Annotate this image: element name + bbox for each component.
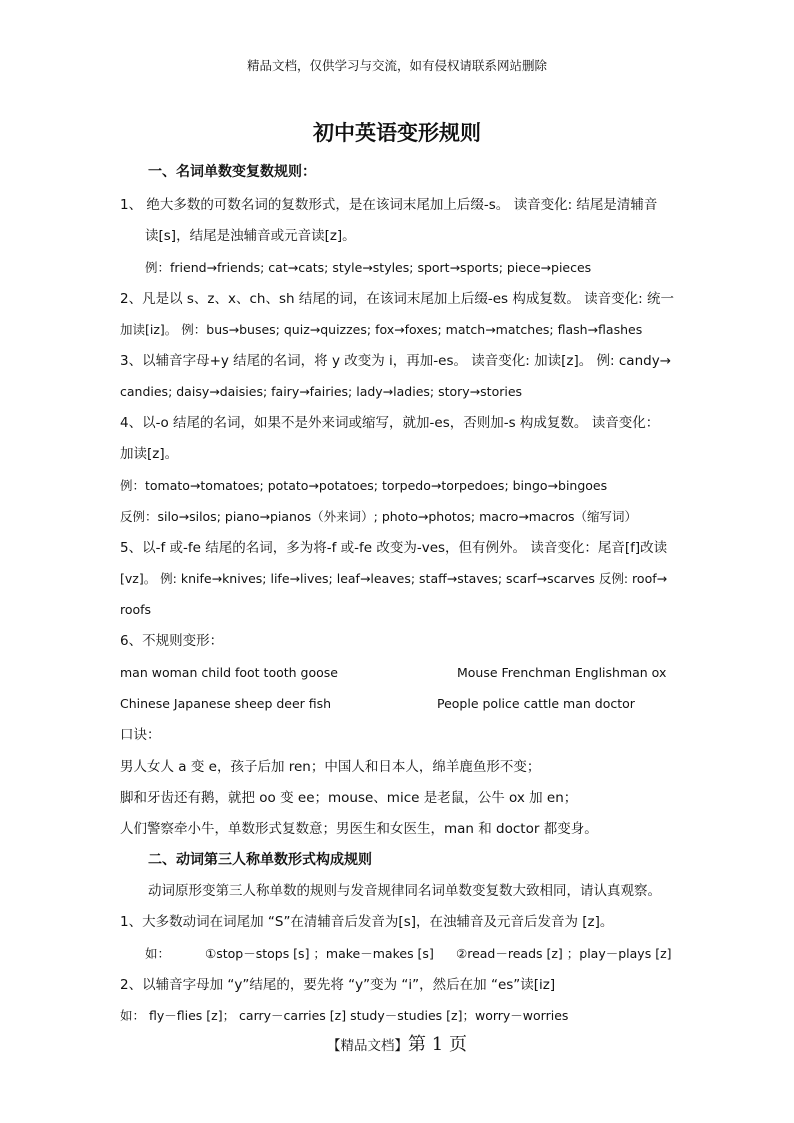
rule1-line1: 1、 绝大多数的可数名词的复数形式，是在该词末尾加上后缀-s。 读音变化: 结尾是清辅音 [120, 197, 658, 213]
mnemonic-line1: 男人女人 a 变 e，孩子后加 ren；中国人和日本人，绵羊鹿鱼形不变； [120, 759, 541, 775]
page-footer [0, 1034, 794, 1056]
mnemonic-line3: 人们警察牵小牛，单数形式复数意；男医生和女医生，man 和 doctor 都变身。 [120, 821, 598, 837]
section2-intro: 动词原形变第三人称单数的规则与发音规律同名词单数变复数大致相同，请认真观察。 [148, 883, 661, 899]
document-title: 初中英语变形规则 [313, 120, 481, 145]
rule6-heading: 6、不规则变形： [120, 633, 224, 649]
rule4-example: 例：tomato→tomatoes; potato→potatoes; torpedo→torpedoes; bingo→bingoes [120, 478, 608, 493]
section1-heading: 一、名词单数变复数规则： [148, 164, 316, 180]
rule3-line1: 3、以辅音字母+y 结尾的名词，将 y 改变为 i，再加-es。 读音变化: 加读[z]。 例: candy→ [120, 353, 672, 369]
mnemonic-label: 口诀： [120, 727, 161, 743]
rule4-line2: 加读[z]。 [120, 446, 179, 462]
irregular-row2-left: Chinese Japanese sheep deer fish [120, 696, 332, 711]
page-header: 精品文档，仅供学习与交流，如有侵权请联系网站删除 [246, 58, 547, 73]
rule5-line2: [vz]。 例: knife→knives; life→lives; leaf→leaves; staff→staves; scarf→scarves 反例: roof→ [120, 571, 668, 586]
verb-rule2: 2、以辅音字母加 “y”结尾的，要先将 “y”变为 “i”，然后在加 “es”读[iz] [120, 977, 556, 993]
rule5-line3: roofs [120, 602, 152, 617]
rule4-line1: 4、以-o 结尾的名词，如果不是外来词或缩写，就加-es，否则加-s 构成复数。 读音变化： [120, 415, 660, 431]
irregular-row1-left: man woman child foot tooth goose [120, 665, 338, 680]
verb-rule1-example-label: 如： [145, 946, 171, 961]
rule1-line2: 读[s]，结尾是浊辅音或元音读[z]。 [145, 228, 356, 244]
page-number: 第 1 页 [408, 1034, 467, 1055]
footer-label: 【精品文档】 [327, 1038, 409, 1054]
verb-rule1: 1、大多数动词在词尾加 “S”在清辅音后发音为[s]，在浊辅音及元音后发音为 [z]。 [120, 914, 614, 930]
verb-rule2-example: 如： fly－flies [z]； carry－carries [z] study－studies [z]；worry－worries [120, 1008, 569, 1023]
rule5-line1: 5、以-f 或-fe 结尾的名词，多为将-f 或-fe 改变为-ves，但有例外。 读音变化：尾音[f]改读 [120, 540, 668, 556]
mnemonic-line2: 脚和牙齿还有鹅，就把 oo 变 ee；mouse、mice 是老鼠，公牛 ox 加 en； [120, 790, 578, 806]
rule3-line2: candies; daisy→daisies; fairy→fairies; lady→ladies; story→stories [120, 384, 523, 399]
rule4-counterexample: 反例：silo→silos; piano→pianos（外来词）; photo→photos; macro→macros（缩写词） [120, 509, 638, 524]
verb-rule1-example-b: ②read－reads [z] ；play－plays [z] [456, 946, 672, 961]
irregular-row1-right: Mouse Frenchman Englishman ox [457, 665, 667, 680]
verb-rule1-example-a: ①stop－stops [s] ；make－makes [s] [205, 946, 434, 961]
rule2-line2: 加读[iz]。 例：bus→buses; quiz→quizzes; fox→foxes; match→matches; flash→flashes [120, 322, 643, 337]
irregular-row2-right: People police cattle man doctor [437, 696, 635, 711]
rule1-example: 例：friend→friends; cat→cats; style→styles; sport→sports; piece→pieces [145, 260, 592, 275]
rule2-line1: 2、凡是以 s、z、x、ch、sh 结尾的词，在该词末尾加上后缀-es 构成复数。 读音变化: 统一 [120, 291, 674, 307]
section2-heading: 二、动词第三人称单数形式构成规则 [148, 852, 372, 868]
